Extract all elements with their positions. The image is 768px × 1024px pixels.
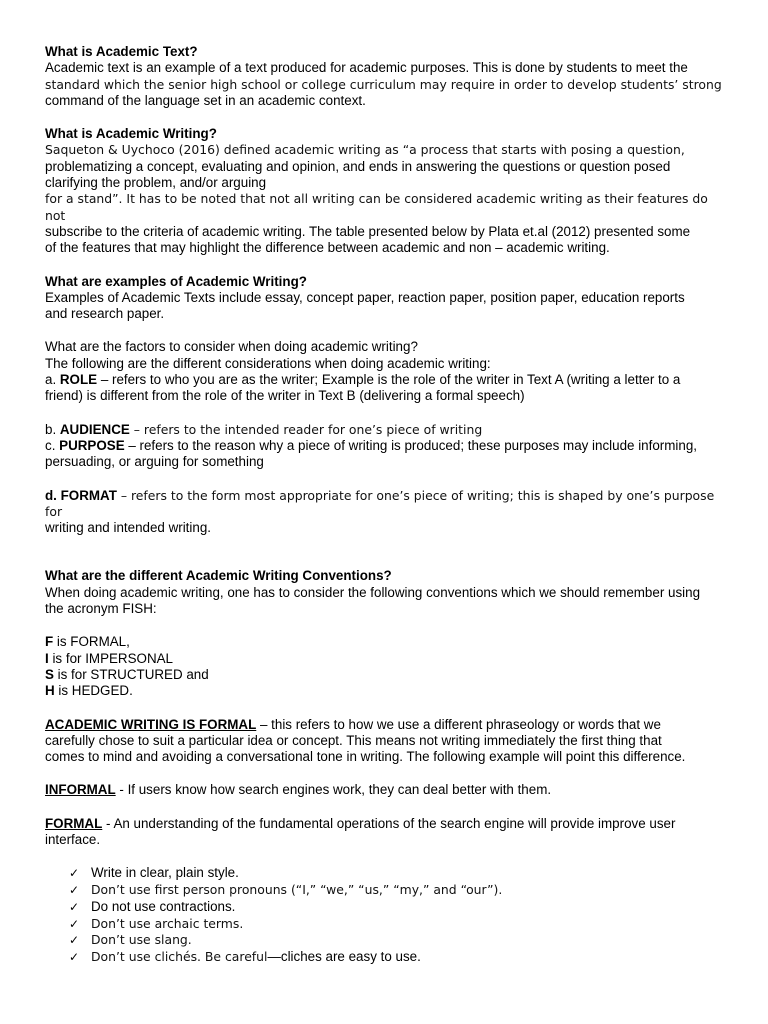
informal-example: INFORMAL - If users know how search engines work, they can deal better with them.: [45, 782, 552, 798]
paragraph-line: subscribe to the criteria of academic writing. The table presented below by Plata et.al (2012) presented some: [45, 223, 691, 239]
paragraph-line: Saqueton & Uychoco (2016) defined academic writing as “a process that starts with posing a question,: [45, 142, 685, 158]
paragraph-line: the acronym FISH:: [45, 601, 157, 617]
checkmark-icon: ✓: [69, 950, 80, 965]
heading-conventions: What are the different Academic Writing Conventions?: [45, 568, 392, 584]
factor-format: d. FORMAT – refers to the form most appropriate for one’s piece of writing; this is shaped by one’s purpose for: [45, 487, 715, 519]
factor-role: a. ROLE – refers to who you are as the writer; Example is the role of the writer in Text A (writing a letter to a: [45, 372, 681, 388]
checklist: [45, 865, 723, 966]
fish-item: S is for STRUCTURED and: [45, 666, 209, 682]
paragraph-line: carefully chose to suit a particular idea or concept. This means not writing immediately the first thing that: [45, 732, 662, 748]
checklist-item: ✓ Do not use contractions.: [69, 898, 236, 914]
formal-section-title: ACADEMIC WRITING IS FORMAL: [45, 716, 257, 732]
paragraph-line: Examples of Academic Texts include essay, concept paper, reaction paper, position paper, education reports: [45, 289, 685, 305]
informal-label: INFORMAL: [45, 782, 116, 798]
factors-question: What are the factors to consider when doing academic writing?: [45, 339, 418, 355]
checkmark-icon: ✓: [69, 883, 80, 898]
heading-academic-text: What is Academic Text?: [45, 44, 198, 59]
paragraph-line: for a stand”. It has to be noted that not all writing can be considered academic writing as their features do not: [45, 191, 708, 223]
checklist-item: ✓ Don’t use first person pronouns (“I,” “we,” “us,” “my,” and “our”).: [69, 882, 503, 898]
paragraph-line: friend) is different from the role of the writer in Text B (delivering a formal speech): [45, 388, 525, 404]
term-format: d. FORMAT: [45, 487, 117, 503]
paragraph-line: comes to mind and avoiding a conversational tone in writing. The following example will point this difference.: [45, 749, 686, 765]
heading-academic-writing: What is Academic Writing?: [45, 126, 217, 142]
term-role: ROLE: [59, 372, 98, 388]
fish-item: F is FORMAL,: [45, 634, 130, 650]
paragraph-line: clarifying the problem, and/or arguing: [45, 175, 267, 191]
checkmark-icon: ✓: [69, 899, 80, 914]
checklist-item: ✓ Don’t use slang.: [69, 932, 192, 948]
paragraph-line: writing and intended writing.: [45, 520, 211, 536]
checklist-item: ✓ Don’t use archaic terms.: [69, 915, 244, 931]
checkmark-icon: ✓: [69, 866, 80, 881]
checklist-item: ✓ Write in clear, plain style.: [69, 865, 239, 881]
paragraph-line: command of the language set in an academic context.: [45, 92, 366, 108]
formal-example: FORMAL - An understanding of the fundamental operations of the search engine will provide improve user: [45, 815, 676, 831]
paragraph-line: problematizing a concept, evaluating and opinion, and ends in answering the questions or question posed: [45, 158, 671, 174]
fish-item: I is for IMPERSONAL: [45, 650, 173, 666]
factor-purpose: c. PURPOSE – refers to the reason why a piece of writing is produced; these purposes may include informing,: [45, 437, 698, 453]
factor-audience: b. AUDIENCE – refers to the intended reader for one’s piece of writing: [45, 421, 483, 437]
paragraph-line: and research paper.: [45, 306, 165, 322]
formal-label: FORMAL: [45, 815, 103, 831]
heading-examples: What are examples of Academic Writing?: [45, 273, 307, 289]
paragraph-line: standard which the senior high school or college curriculum may require in order to develop students’ strong: [45, 76, 722, 92]
checkmark-icon: ✓: [69, 916, 80, 931]
paragraph-line: Academic text is an example of a text produced for academic purposes. This is done by students to meet the: [45, 60, 688, 76]
paragraph-line: When doing academic writing, one has to consider the following conventions which we should remember using: [45, 584, 701, 600]
checkmark-icon: ✓: [69, 933, 80, 948]
paragraph-line: persuading, or arguing for something: [45, 454, 264, 470]
checklist-item: ✓ Don’t use clichés. Be careful—cliches are easy to use.: [69, 949, 421, 965]
fish-item: H is HEDGED.: [45, 683, 133, 699]
paragraph-line: interface.: [45, 831, 101, 847]
factors-intro: The following are the different considerations when doing academic writing:: [45, 355, 491, 371]
term-audience: AUDIENCE: [59, 421, 130, 437]
paragraph-line: of the features that may highlight the difference between academic and non – academic writing.: [45, 240, 610, 256]
term-purpose: PURPOSE: [59, 437, 125, 453]
formal-section: ACADEMIC WRITING IS FORMAL – this refers to how we use a different phraseology or words that we: [45, 716, 661, 732]
